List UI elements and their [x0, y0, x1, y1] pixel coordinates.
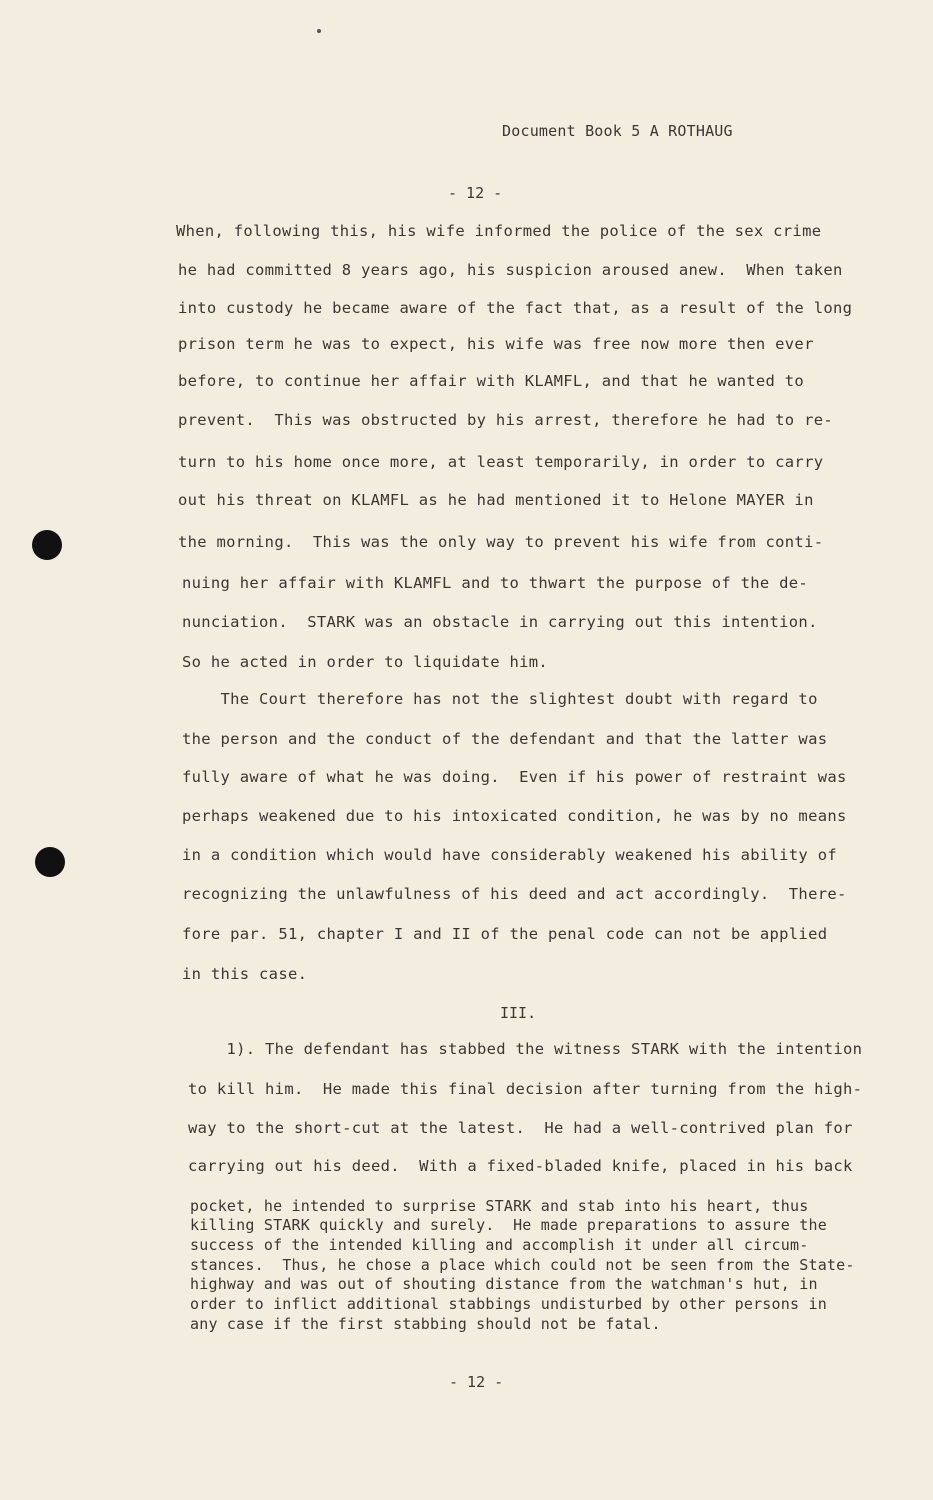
text-line: When, following this, his wife informed the police of the sex crime: [176, 222, 822, 240]
text-line: The Court therefore has not the slightest doubt with regard to: [182, 690, 818, 708]
text-line: in this case.: [182, 965, 308, 983]
text-line: way to the short-cut at the latest. He had a well-contrived plan for: [188, 1119, 853, 1137]
text-line: into custody he became aware of the fact that, as a result of the long: [178, 299, 853, 317]
punch-hole-bottom: [35, 847, 65, 877]
text-line: fore par. 51, chapter I and II of the penal code can not be applied: [182, 925, 828, 943]
text-line: perhaps weakened due to his intoxicated condition, he was by no means: [182, 807, 847, 825]
text-line: to kill him. He made this final decision after turning from the high-: [188, 1080, 863, 1098]
text-line: the person and the conduct of the defendant and that the latter was: [182, 730, 828, 748]
text-line: before, to continue her affair with KLAMFL, and that he wanted to: [178, 372, 805, 390]
document-header: Document Book 5 A ROTHAUG: [502, 122, 733, 140]
text-line: stances. Thus, he chose a place which could not be seen from the State-: [190, 1256, 855, 1274]
text-line: out his threat on KLAMFL as he had mentioned it to Helone MAYER in: [178, 491, 814, 509]
text-line: in a condition which would have considerably weakened his ability of: [182, 846, 837, 864]
text-line: killing STARK quickly and surely. He made preparations to assure the: [190, 1216, 827, 1234]
text-line: So he acted in order to liquidate him.: [182, 653, 549, 671]
text-line: recognizing the unlawfulness of his deed and act accordingly. There-: [182, 885, 847, 903]
text-line: pocket, he intended to surprise STARK and stab into his heart, thus: [190, 1197, 809, 1215]
text-line: any case if the first stabbing should not be fatal.: [190, 1315, 661, 1333]
text-line: success of the intended killing and accomplish it under all circum-: [190, 1236, 809, 1254]
text-line: 1). The defendant has stabbed the witness STARK with the intention: [188, 1040, 863, 1058]
text-line: highway and was out of shouting distance from the watchman's hut, in: [190, 1275, 818, 1293]
text-line: the morning. This was the only way to prevent his wife from conti-: [178, 533, 824, 551]
page-number-top: - 12 -: [448, 184, 503, 202]
text-line: he had committed 8 years ago, his suspicion aroused anew. When taken: [178, 261, 843, 279]
text-line: prison term he was to expect, his wife was free now more then ever: [178, 335, 814, 353]
text-line: carrying out his deed. With a fixed-bladed knife, placed in his back: [188, 1157, 853, 1175]
text-line: nuing her affair with KLAMFL and to thwart the purpose of the de-: [182, 574, 809, 592]
text-line: nunciation. STARK was an obstacle in carrying out this intention.: [182, 613, 818, 631]
paper-speck: [317, 29, 321, 33]
text-line: turn to his home once more, at least temporarily, in order to carry: [178, 453, 824, 471]
text-line: prevent. This was obstructed by his arrest, therefore he had to re-: [178, 411, 833, 429]
text-line: fully aware of what he was doing. Even if his power of restraint was: [182, 768, 847, 786]
section-heading: III.: [500, 1004, 537, 1022]
page-number-bottom: - 12 -: [449, 1373, 504, 1391]
text-line: order to inflict additional stabbings undisturbed by other persons in: [190, 1295, 827, 1313]
punch-hole-top: [32, 530, 62, 560]
